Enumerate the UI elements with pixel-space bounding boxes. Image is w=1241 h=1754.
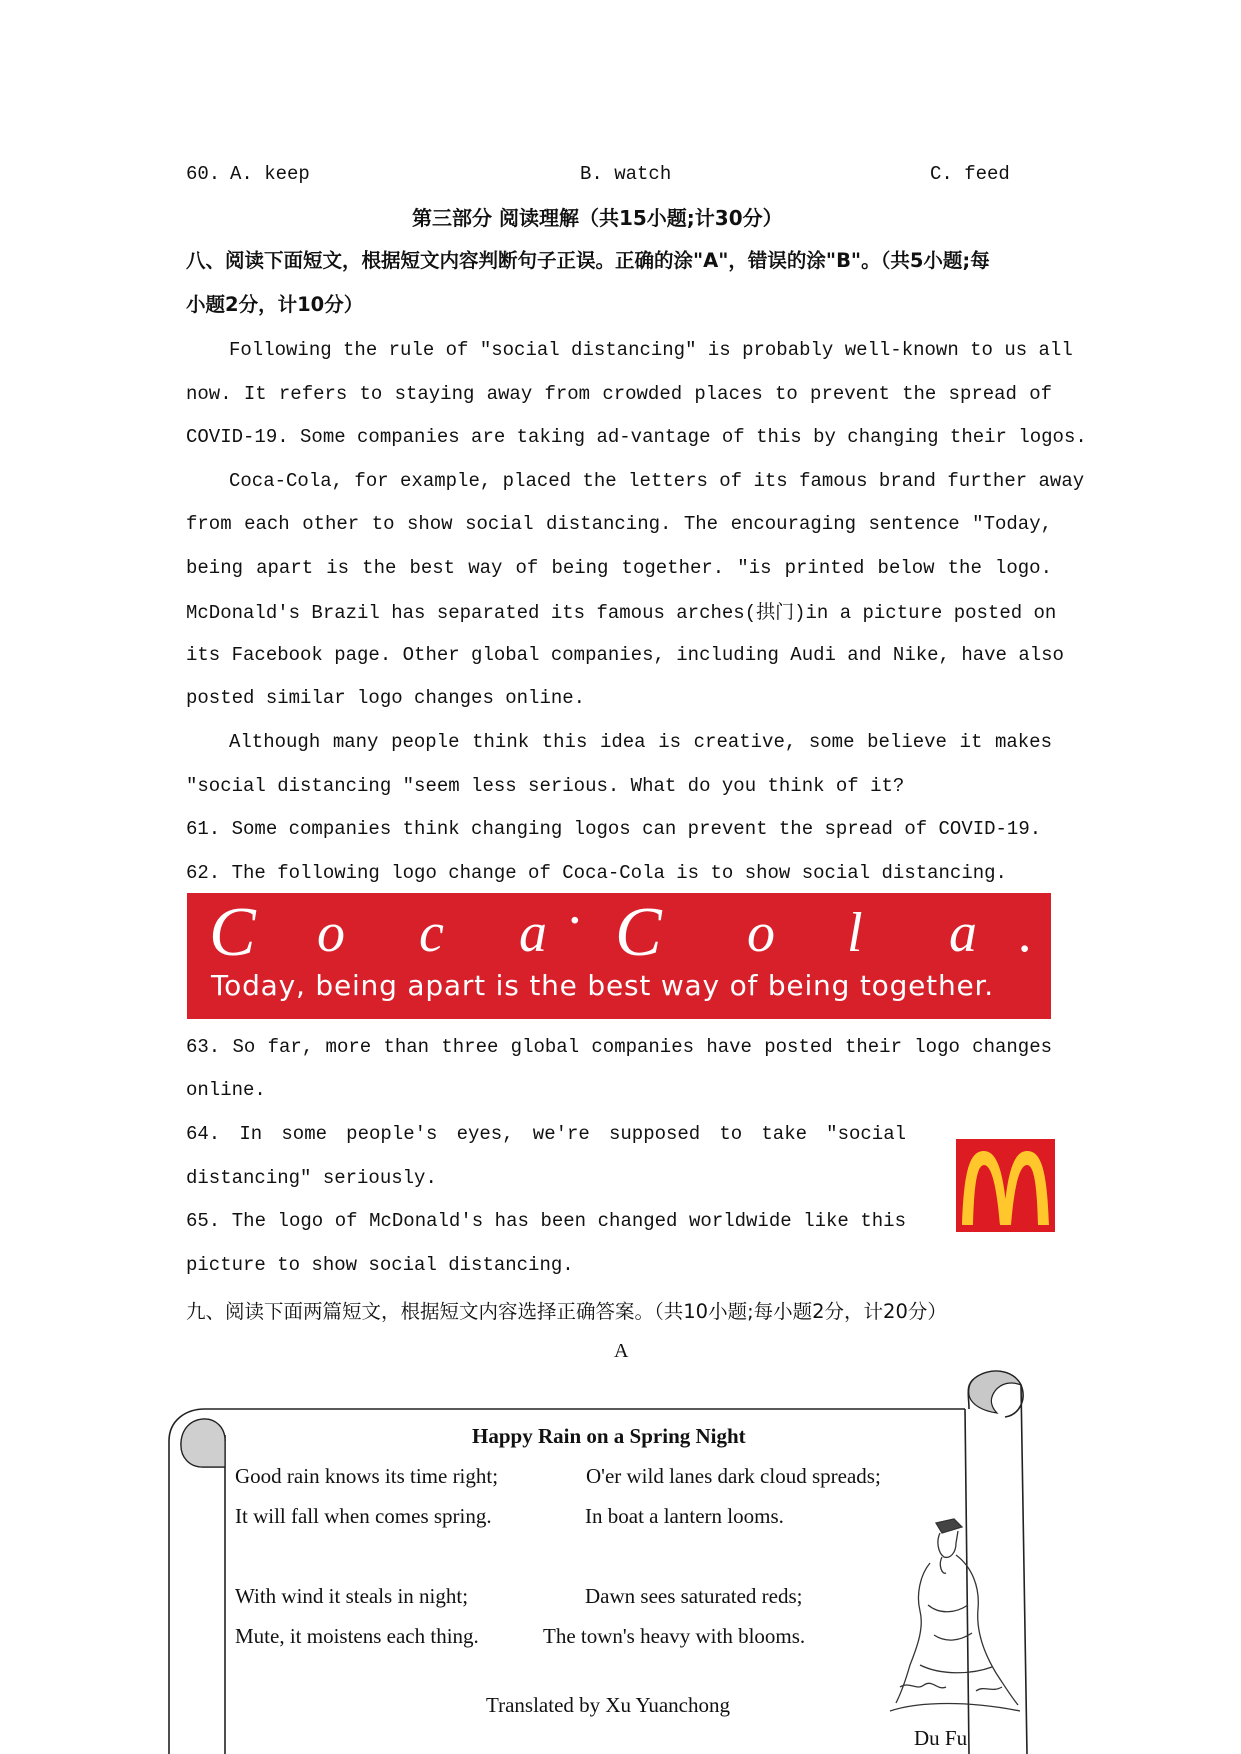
- mcdonalds-arches-icon: [956, 1139, 1055, 1232]
- coke-letter: C: [209, 894, 256, 971]
- question-63: 63. So far, more than three global companies have posted their logo changes: [186, 1036, 1052, 1058]
- poem-title: Happy Rain on a Spring Night: [472, 1424, 746, 1448]
- coke-letter: a: [519, 902, 547, 964]
- coke-letter: C: [615, 894, 662, 971]
- poem-author: Du Fu: [914, 1726, 968, 1750]
- question-63-cont: online.: [186, 1079, 266, 1101]
- passage-line: COVID-19. Some companies are taking ad-vantage of this by changing their logos.: [186, 426, 1087, 448]
- poem-translator: Translated by Xu Yuanchong: [486, 1693, 731, 1717]
- coca-cola-logo-image: [187, 893, 1051, 1019]
- passage-a-label: A: [614, 1340, 629, 1362]
- passage-line: from each other to show social distancing. The encouraging sentence "Today,: [186, 513, 1052, 535]
- q60-option-a: A. keep: [230, 163, 310, 185]
- coke-letter: o: [317, 902, 345, 964]
- poem-right-line: Dawn sees saturated reds;: [585, 1584, 803, 1608]
- passage-line: "social distancing "seem less serious. What do you think of it?: [186, 775, 905, 797]
- question-65: 65. The logo of McDonald's has been changed worldwide like this: [186, 1210, 906, 1232]
- passage-line: Following the rule of "social distancing" is probably well-known to us all: [229, 339, 1073, 361]
- du-fu-portrait-icon: [880, 1515, 1025, 1715]
- poem-right-line: The town's heavy with blooms.: [543, 1624, 806, 1648]
- poem-left-line: Good rain knows its time right;: [235, 1464, 499, 1488]
- passage-line: Although many people think this idea is creative, some believe it makes: [229, 731, 1052, 753]
- coke-letter: l: [847, 902, 863, 964]
- coke-letter: c: [419, 902, 444, 964]
- passage-line: posted similar logo changes online.: [186, 687, 586, 709]
- coke-letter: ·: [567, 893, 581, 952]
- poem-left-line: Mute, it moistens each thing.: [235, 1624, 479, 1648]
- passage-line: Coca-Cola, for example, placed the letters of its famous brand further away: [229, 470, 1085, 492]
- section8-instruction-line2: 小题2分，计10分）: [186, 293, 364, 316]
- q60-option-c: C. feed: [930, 163, 1010, 185]
- section8-instruction-line1: 八、阅读下面短文，根据短文内容判断句子正误。正确的涂"A"，错误的涂"B"。（共5小题;每: [186, 249, 990, 272]
- poem-left-line: It will fall when comes spring.: [235, 1504, 492, 1528]
- question-64-cont: distancing" seriously.: [186, 1167, 437, 1189]
- coke-letter: o: [747, 902, 775, 964]
- poem-right-line: In boat a lantern looms.: [585, 1504, 784, 1528]
- question-61: 61. Some companies think changing logos can prevent the spread of COVID-19.: [186, 818, 1042, 840]
- question-62: 62. The following logo change of Coca-Cola is to show social distancing.: [186, 862, 1007, 884]
- poem-right-line: O'er wild lanes dark cloud spreads;: [586, 1464, 881, 1488]
- q60-option-b: B. watch: [580, 163, 672, 185]
- coke-letter: a: [949, 902, 977, 964]
- passage-line: its Facebook page. Other global companies, including Audi and Nike, have also: [186, 644, 1064, 666]
- coke-letter: .: [1019, 902, 1033, 964]
- passage-line: McDonald's Brazil has separated its famous arches(拱门)in a picture posted on: [186, 602, 1057, 624]
- coca-cola-tagline: Today, being apart is the best way of being together.: [211, 969, 994, 1002]
- mcdonalds-logo-image: [956, 1139, 1055, 1232]
- passage-line: being apart is the best way of being together. "is printed below the logo.: [186, 557, 1052, 579]
- question-65-cont: picture to show social distancing.: [186, 1254, 574, 1276]
- passage-line: now. It refers to staying away from crowded places to prevent the spread of: [186, 383, 1052, 405]
- poem-left-line: With wind it steals in night;: [235, 1584, 469, 1608]
- q60-number: 60.: [186, 163, 221, 185]
- part3-title: 第三部分 阅读理解（共15小题;计30分）: [412, 206, 783, 230]
- section9-instruction: 九、阅读下面两篇短文，根据短文内容选择正确答案。（共10小题;每小题2分，计20分）: [186, 1300, 947, 1323]
- question-64: 64. In some people's eyes, we're supposed to take "social: [186, 1123, 906, 1145]
